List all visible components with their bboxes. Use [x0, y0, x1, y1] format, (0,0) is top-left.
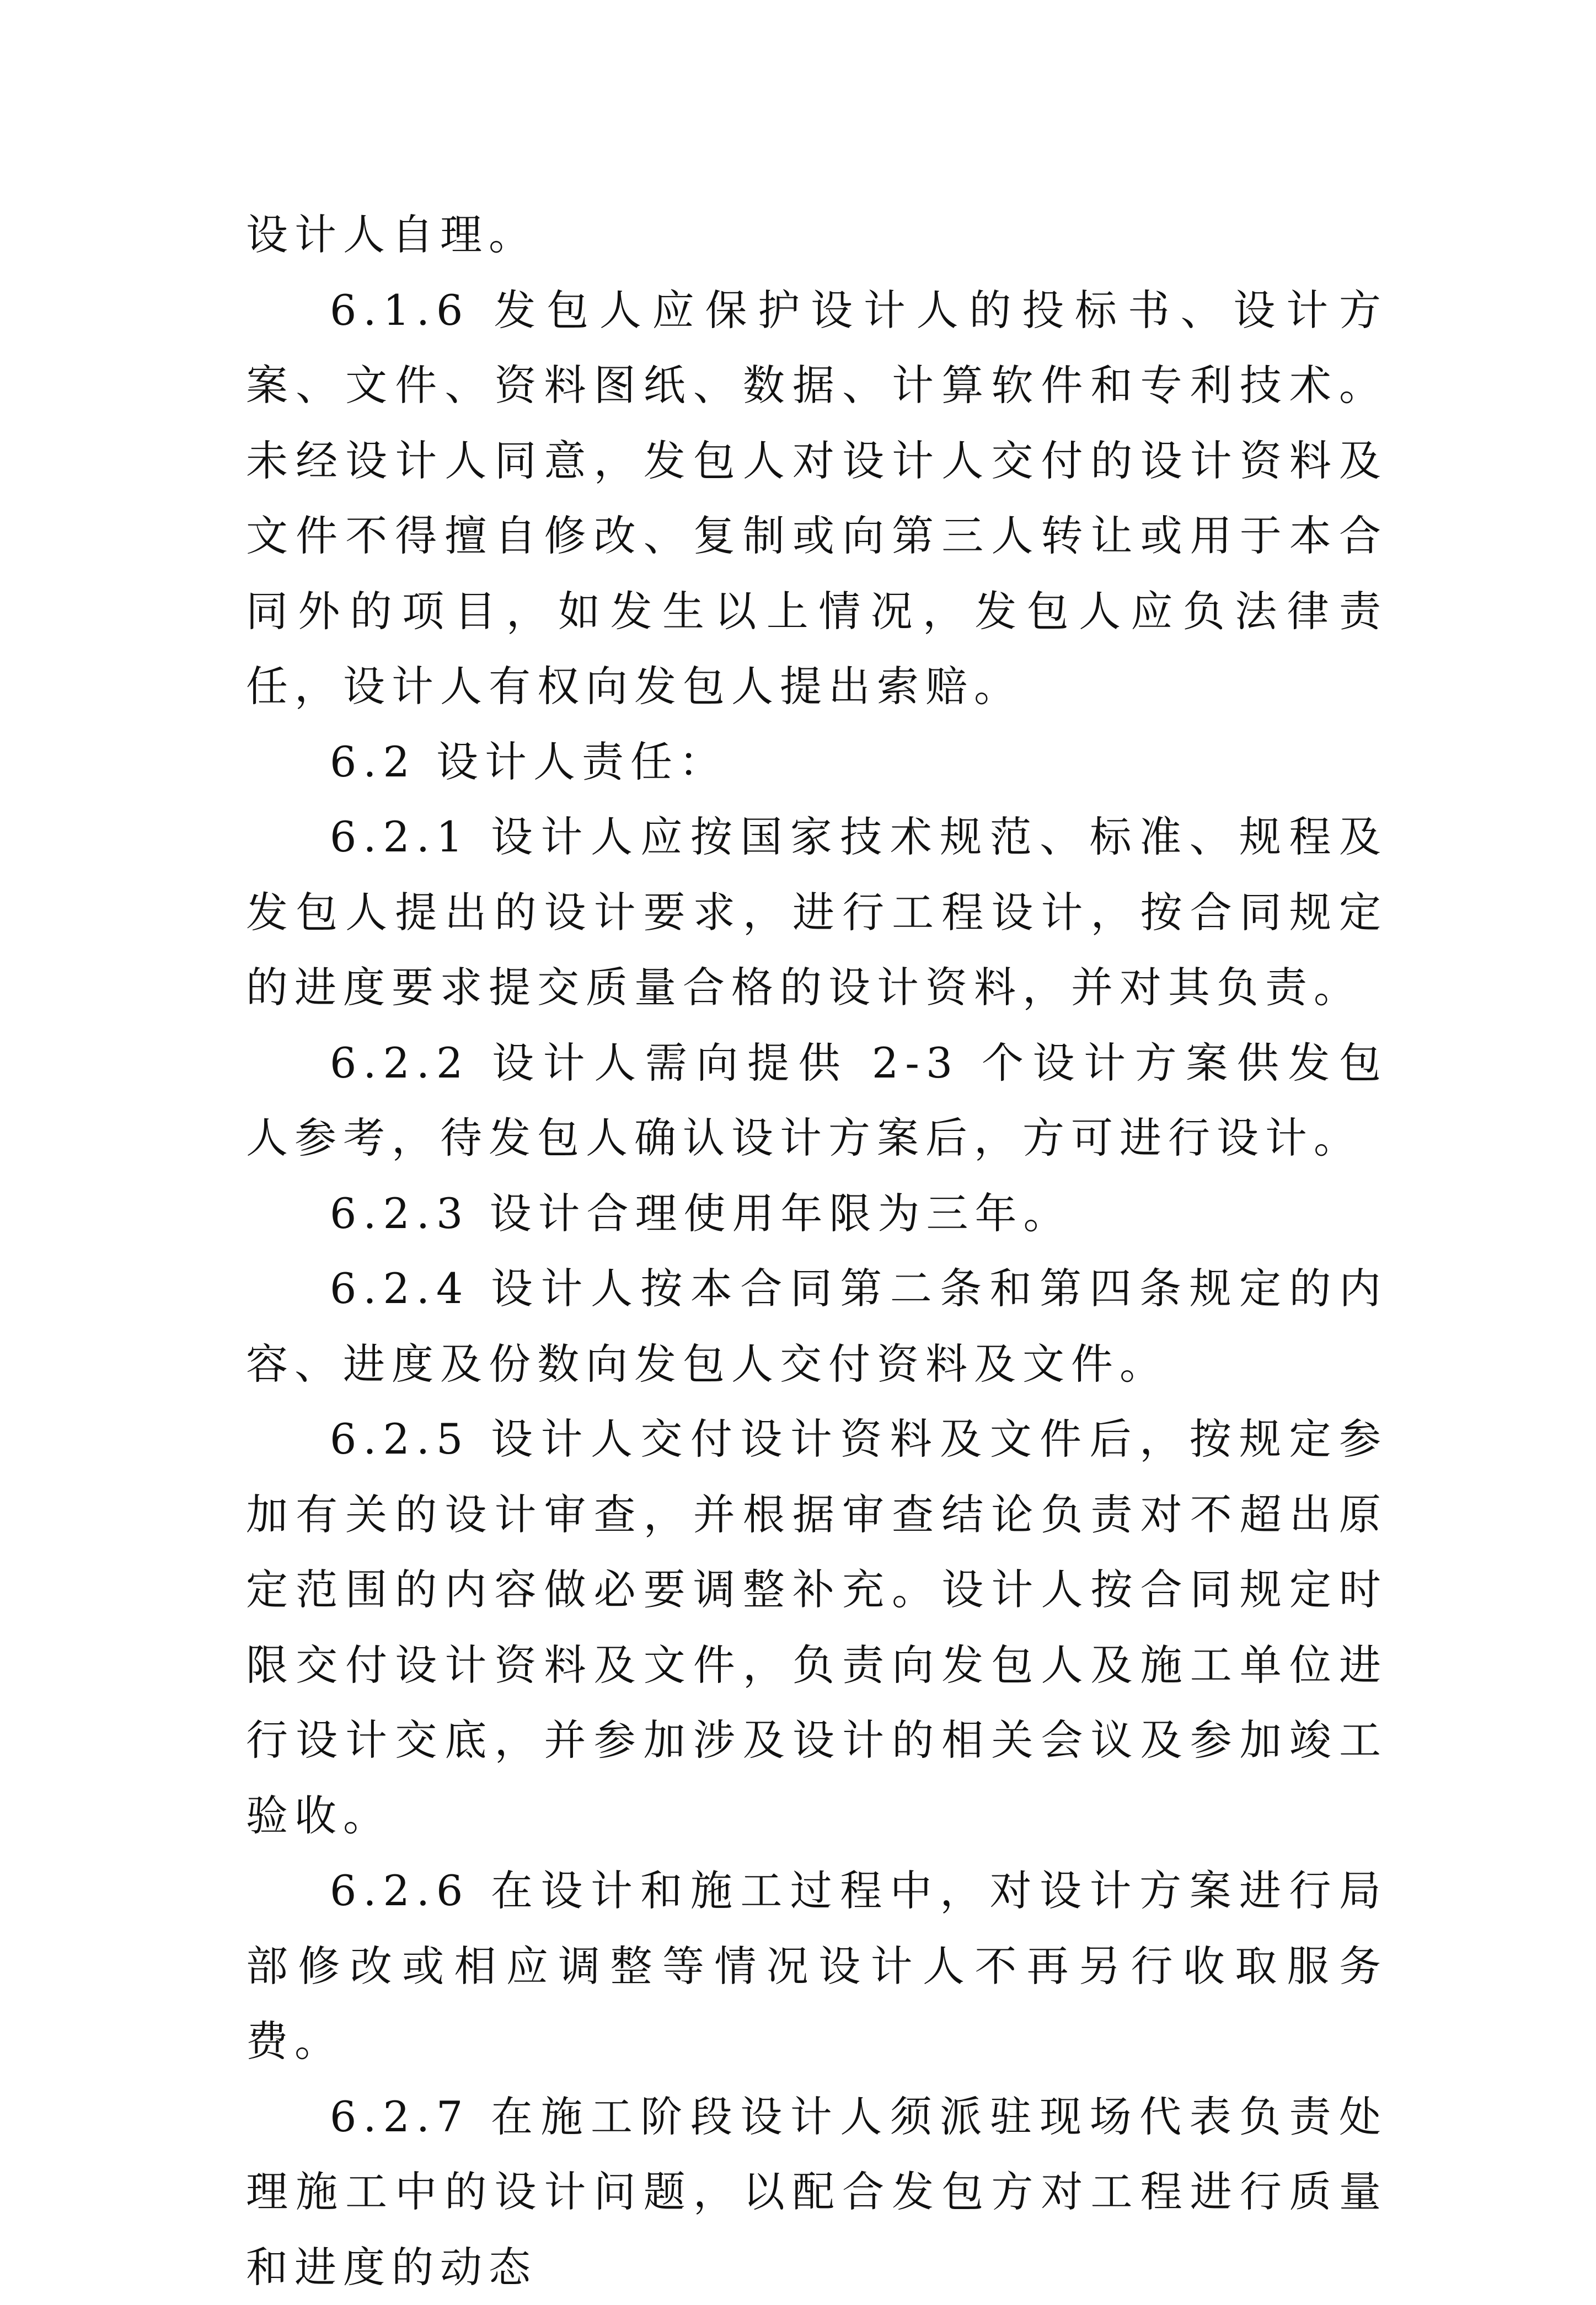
- document-body: [246, 197, 1388, 2305]
- clause-6-2-heading: 6.2 设计人责任：: [246, 725, 1388, 800]
- paragraph: 设计人自理。: [246, 197, 1388, 273]
- clause-6-2-6: 6.2.6 在设计和施工过程中，对设计方案进行局部修改或相应调整等情况设计人不再另行收取服务费。: [246, 1853, 1388, 2079]
- clause-6-2-3: 6.2.3 设计合理使用年限为三年。: [246, 1176, 1388, 1252]
- clause-6-1-6: 6.1.6 发包人应保护设计人的投标书、设计方案、文件、资料图纸、数据、计算软件和专利技术。未经设计人同意，发包人对设计人交付的设计资料及文件不得擅自修改、复制或向第三人转让或用于本合同外的项目，如发生以上情况，发包人应负法律责任，设计人有权向发包人提出索赔。: [246, 273, 1388, 725]
- clause-6-2-5: 6.2.5 设计人交付设计资料及文件后，按规定参加有关的设计审查，并根据审查结论负责对不超出原定范围的内容做必要调整补充。设计人按合同规定时限交付设计资料及文件，负责向发包人及施工单位进行设计交底，并参加涉及设计的相关会议及参加竣工验收。: [246, 1402, 1388, 1853]
- clause-6-2-7: 6.2.7 在施工阶段设计人须派驻现场代表负责处理施工中的设计问题，以配合发包方对工程进行质量和进度的动态: [246, 2079, 1388, 2305]
- clause-6-2-1: 6.2.1 设计人应按国家技术规范、标准、规程及发包人提出的设计要求，进行工程设计，按合同规定的进度要求提交质量合格的设计资料，并对其负责。: [246, 800, 1388, 1026]
- clause-6-2-2: 6.2.2 设计人需向提供 2-3 个设计方案供发包人参考，待发包人确认设计方案后，方可进行设计。: [246, 1026, 1388, 1176]
- clause-6-2-4: 6.2.4 设计人按本合同第二条和第四条规定的内容、进度及份数向发包人交付资料及文件。: [246, 1251, 1388, 1402]
